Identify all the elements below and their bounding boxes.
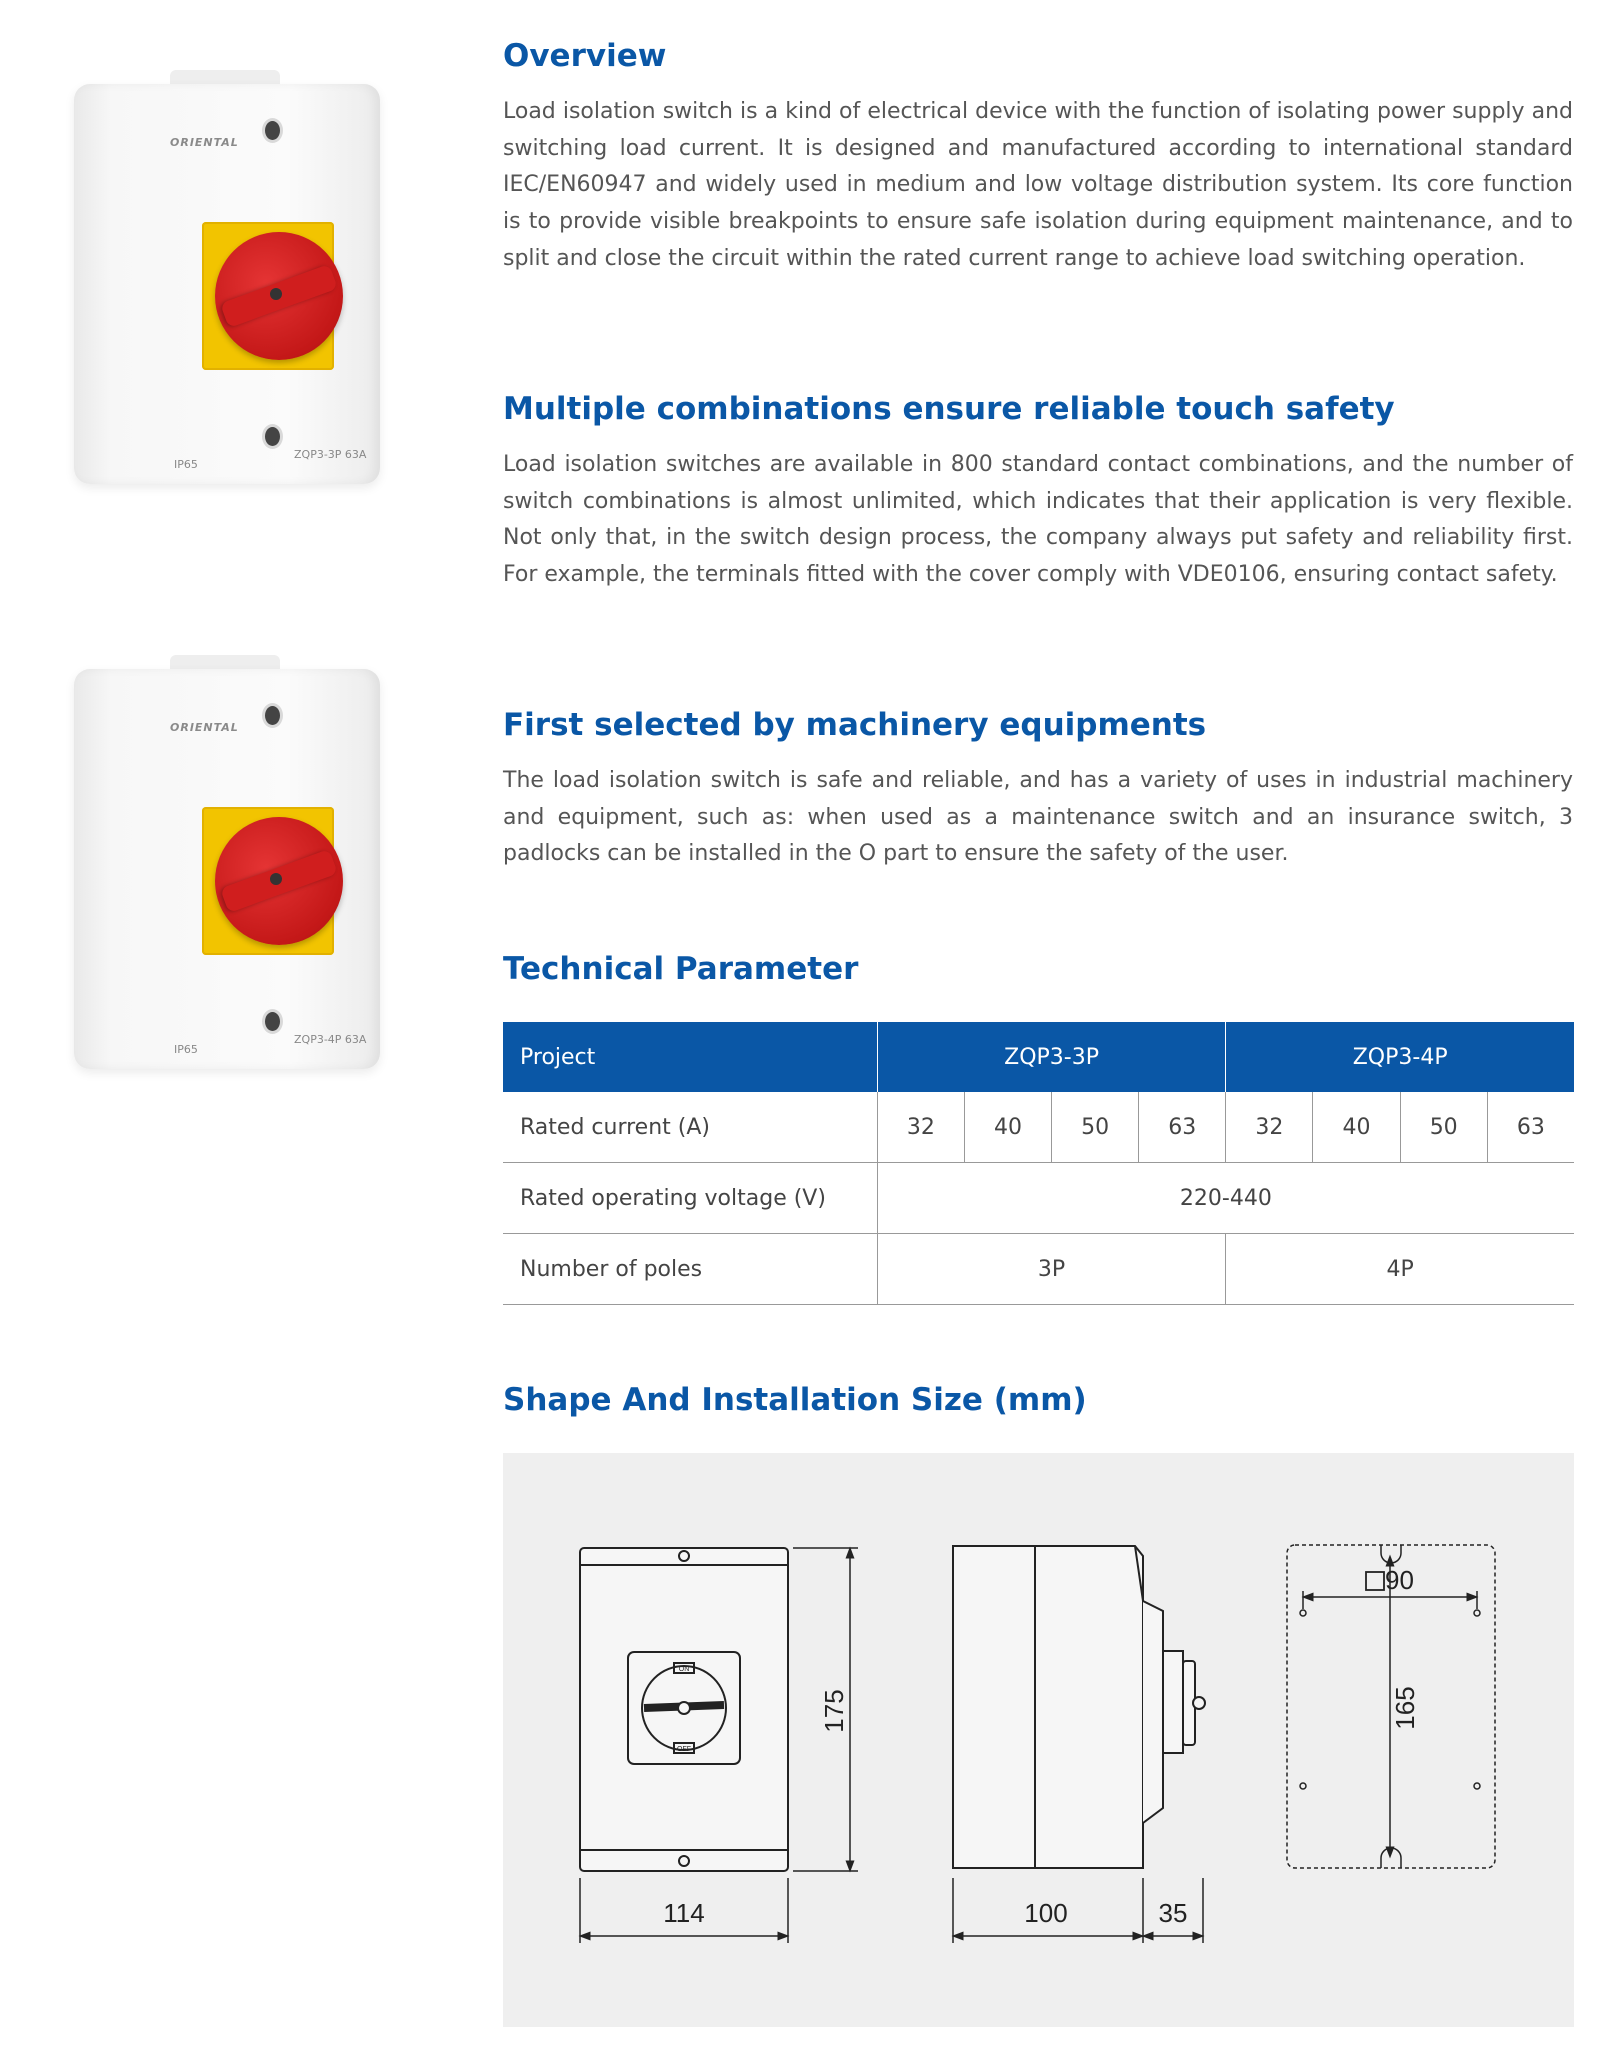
- technical-parameter-table: [503, 1022, 1574, 1305]
- knob-on-label: ON: [678, 1666, 690, 1673]
- table-cell: 32: [877, 1092, 964, 1163]
- enclosure-body: [74, 669, 380, 1069]
- machinery-title: First selected by machinery equipments: [503, 707, 1207, 743]
- knob-center: [270, 288, 282, 300]
- mount-square-dimension: 90: [1385, 1565, 1414, 1595]
- table-row-poles: [503, 1234, 1574, 1305]
- table-cell: 40: [1313, 1092, 1400, 1163]
- screw-hole-bottom: [262, 1009, 283, 1034]
- front-view: [580, 1548, 788, 1871]
- machinery-text: The load isolation switch is safe and reliable, and has a variety of uses in industrial machinery and equipment, such as: when used as a maintenance switch and an insurance switch, 3 padlocks can be installed in the O part to ensure the safety of the user.: [503, 768, 1573, 867]
- row-label: Rated current (A): [503, 1092, 877, 1163]
- model-label: ZQP3-4P 63A: [294, 1033, 367, 1046]
- screw-hole-top: [262, 703, 283, 728]
- table-cell: 50: [1052, 1092, 1139, 1163]
- table-cell: 50: [1400, 1092, 1487, 1163]
- technical-title: Technical Parameter: [503, 951, 859, 987]
- combinations-text: Load isolation switches are available in 800 standard contact combinations, and the number of switch combinations is almost unlimited, which indicates that their application is very flexible. Not only that, in the switch design process, the company always put safety and reliability first. For example, the terminals fitted with the cover comply with VDE0106, ensuring contact safety.: [503, 452, 1573, 588]
- product-photo-3p: [70, 70, 390, 490]
- table-row-rated-voltage: [503, 1163, 1574, 1234]
- overview-title: Overview: [503, 38, 667, 74]
- product-photo-4p: [70, 655, 390, 1075]
- screw-hole-bottom: [262, 424, 283, 449]
- row-label: Rated operating voltage (V): [503, 1163, 877, 1234]
- header-zqp3-3p: ZQP3-3P: [877, 1022, 1226, 1092]
- enclosure-body: [74, 84, 380, 484]
- table-cell: 63: [1139, 1092, 1226, 1163]
- table-cell: 4P: [1226, 1234, 1574, 1305]
- overview-text: Load isolation switch is a kind of electrical device with the function of isolating power supply and switching load current. It is designed and manufactured according to international standard IEC/EN60947 and widely used in medium and low voltage distribution system. Its core function is to provide visible breakpoints to ensure safe isolation during equipment maintenance, and to split and close the circuit within the rated current range to achieve load switching operation.: [503, 99, 1573, 271]
- knob-center: [270, 873, 282, 885]
- model-label: ZQP3-3P 63A: [294, 448, 367, 461]
- front-width-dimension: 114: [663, 1898, 705, 1928]
- table-cell: 40: [964, 1092, 1051, 1163]
- table-cell: 32: [1226, 1092, 1313, 1163]
- knob-off-label: OFF: [677, 1746, 691, 1753]
- knob-depth-dimension: 35: [1158, 1898, 1188, 1928]
- brand-logo: ORIENTAL: [170, 721, 239, 734]
- screw-hole-top: [262, 118, 283, 143]
- table-cell: 220-440: [877, 1163, 1574, 1234]
- table-cell: 63: [1487, 1092, 1574, 1163]
- installation-drawing: [503, 1453, 1574, 2027]
- table-header-row: [503, 1022, 1574, 1092]
- header-zqp3-4p: ZQP3-4P: [1226, 1022, 1574, 1092]
- table-row-rated-current: [503, 1092, 1574, 1163]
- ip-rating-label: IP65: [174, 1043, 198, 1056]
- side-depth-dimension: 100: [1024, 1898, 1068, 1928]
- mount-height-dimension: 165: [1390, 1686, 1420, 1730]
- shape-title: Shape And Installation Size (mm): [503, 1382, 1087, 1418]
- brand-logo: ORIENTAL: [170, 136, 239, 149]
- ip-rating-label: IP65: [174, 458, 198, 471]
- side-view: [953, 1546, 1205, 1868]
- height-dimension: 175: [819, 1689, 849, 1733]
- combinations-title: Multiple combinations ensure reliable touch safety: [503, 391, 1395, 427]
- table-cell: 3P: [877, 1234, 1226, 1305]
- header-project: Project: [503, 1022, 877, 1092]
- row-label: Number of poles: [503, 1234, 877, 1305]
